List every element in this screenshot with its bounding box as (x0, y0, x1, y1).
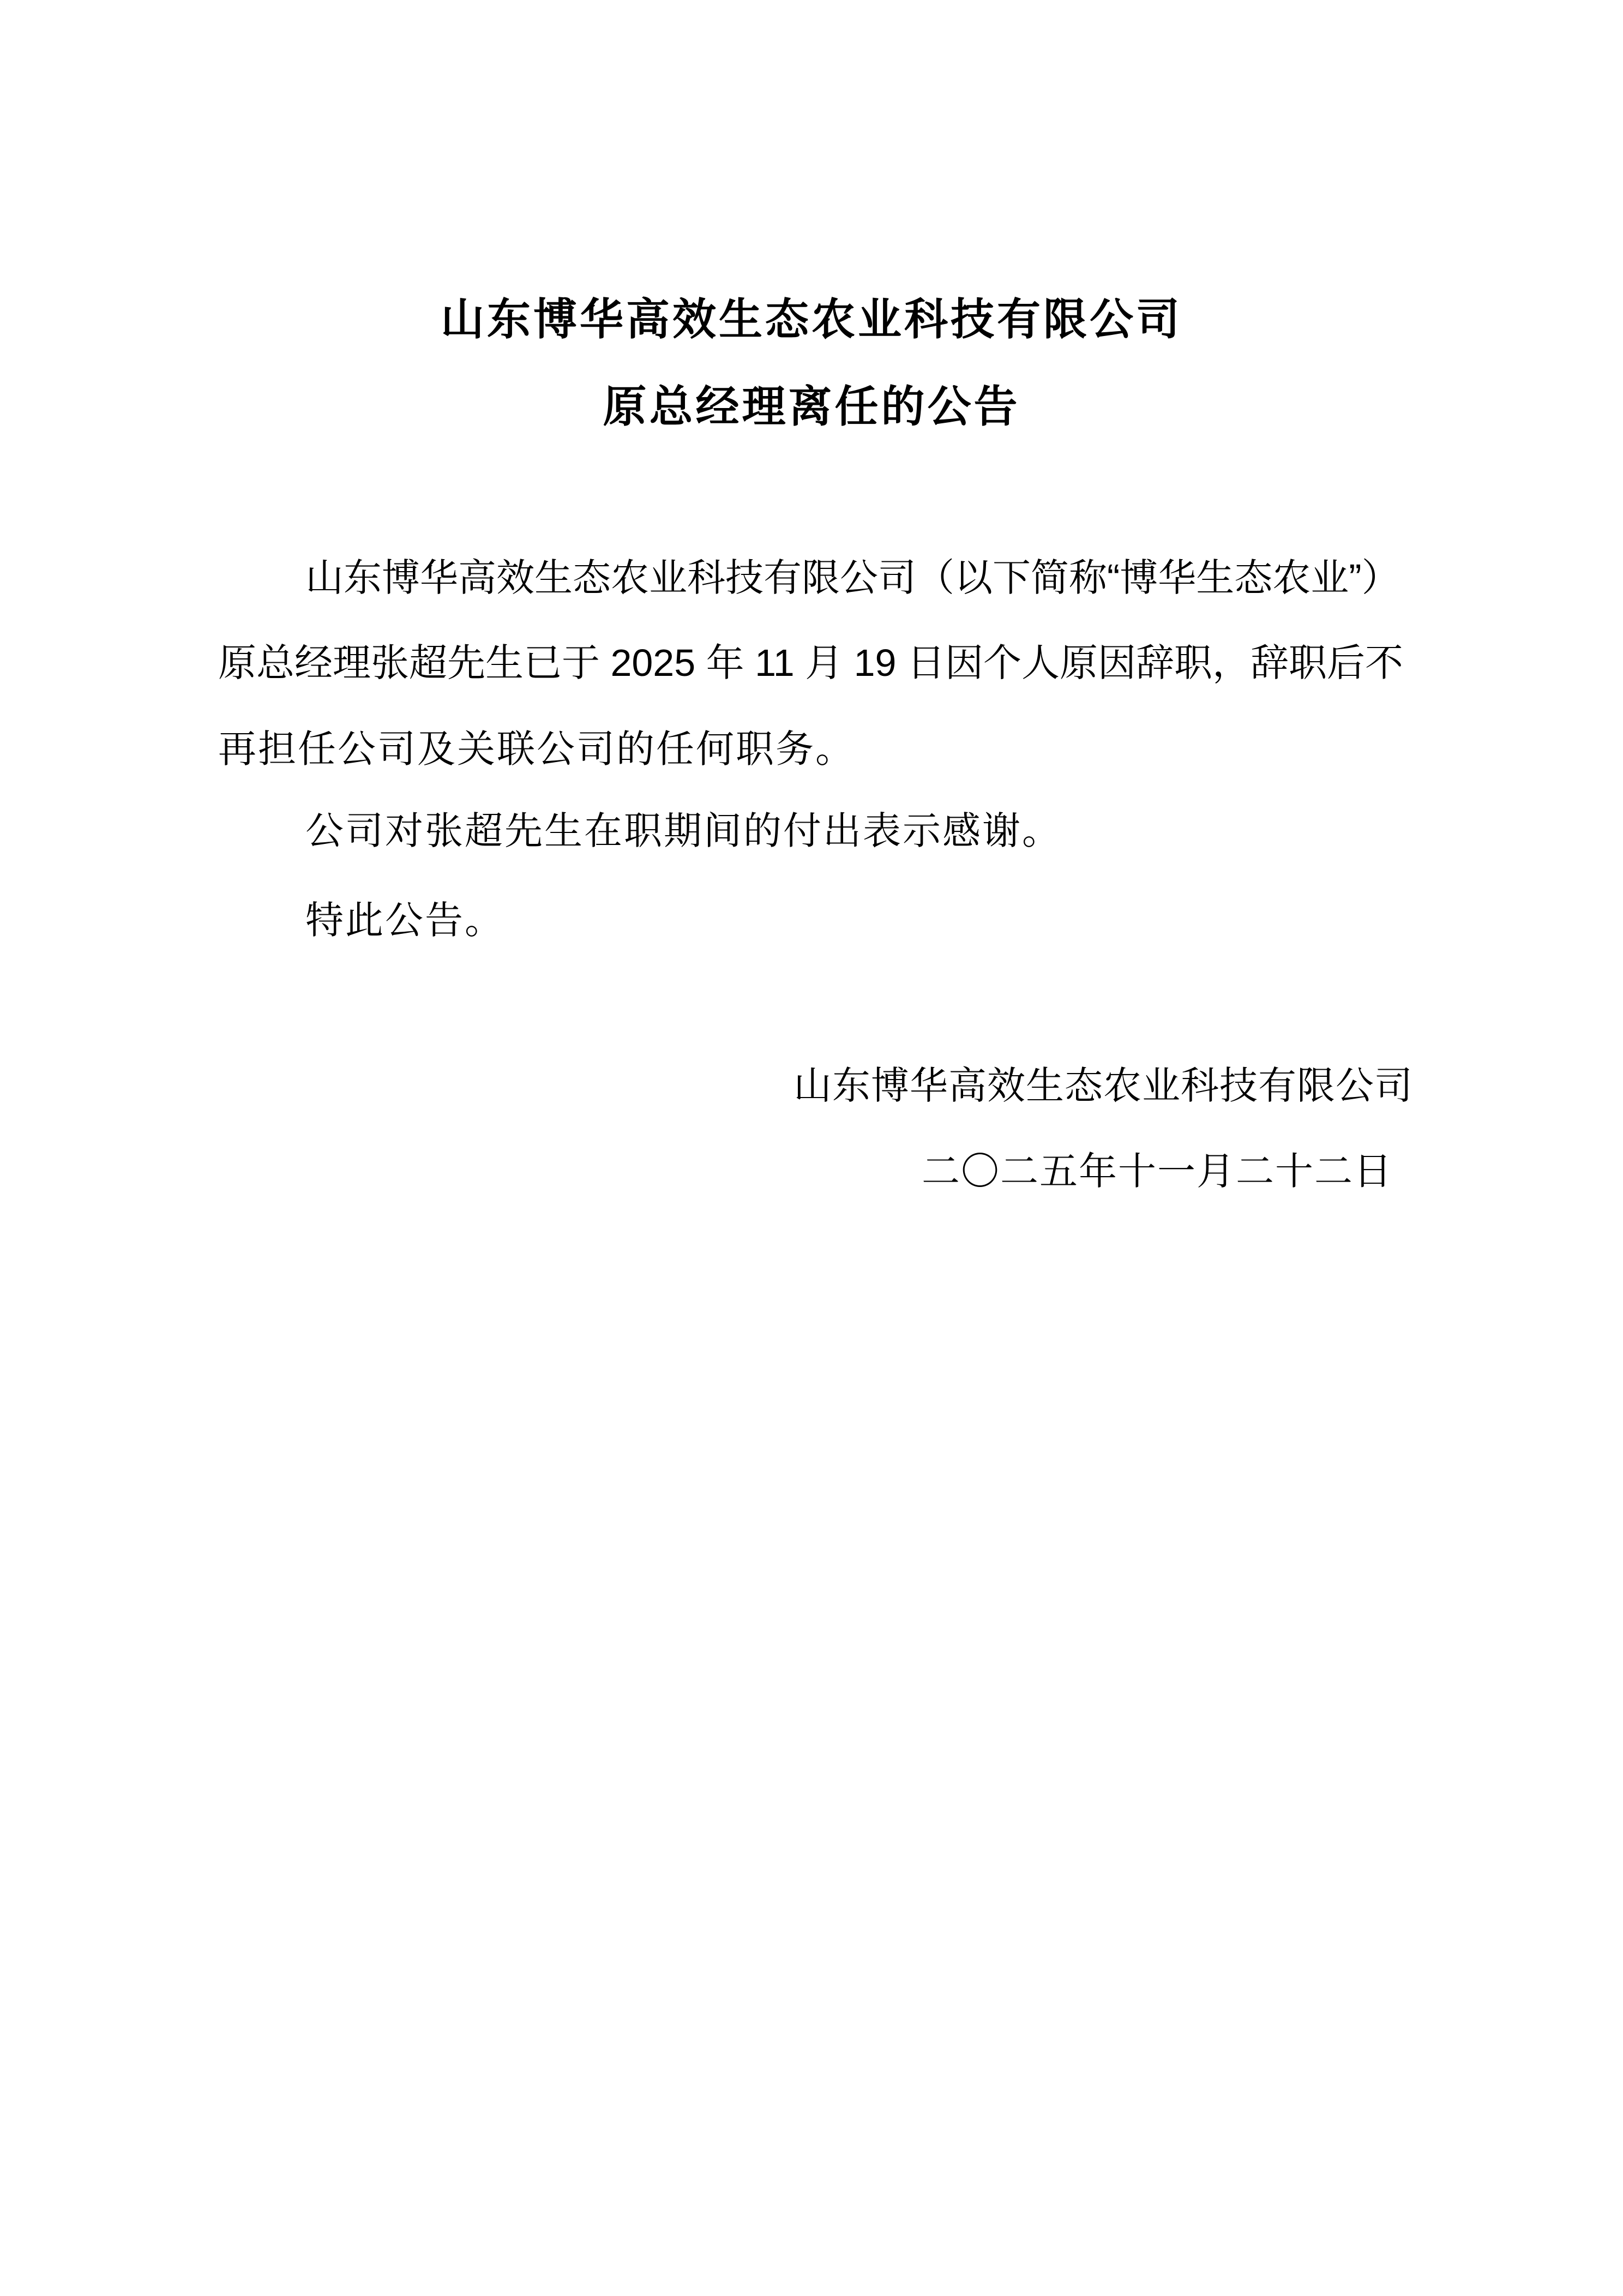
paragraph-1-line-1: 山东博华高效生态农业科技有限公司（以下简称“博华生态农业”） (305, 556, 1400, 599)
paragraph-1-line-3: 再担任公司及关联公司的任何职务。 (218, 728, 855, 770)
paragraph-1-line-2: 原总经理张超先生已于 2025 年 11 月 19 日因个人原因辞职，辞职后不 (218, 642, 1403, 684)
document-title-line-2: 原总经理离任的公告 (603, 382, 1020, 431)
paragraph-2-line-1: 公司对张超先生在职期间的付出表示感谢。 (305, 810, 1062, 852)
signature-date: 二〇二五年十一月二十二日 (922, 1150, 1393, 1192)
document-title-line-1: 山东博华高效生态农业科技有限公司 (441, 295, 1182, 344)
signature-company-name: 山东博华高效生态农业科技有限公司 (794, 1064, 1413, 1107)
paragraph-3-line-1: 特此公告。 (305, 899, 504, 942)
